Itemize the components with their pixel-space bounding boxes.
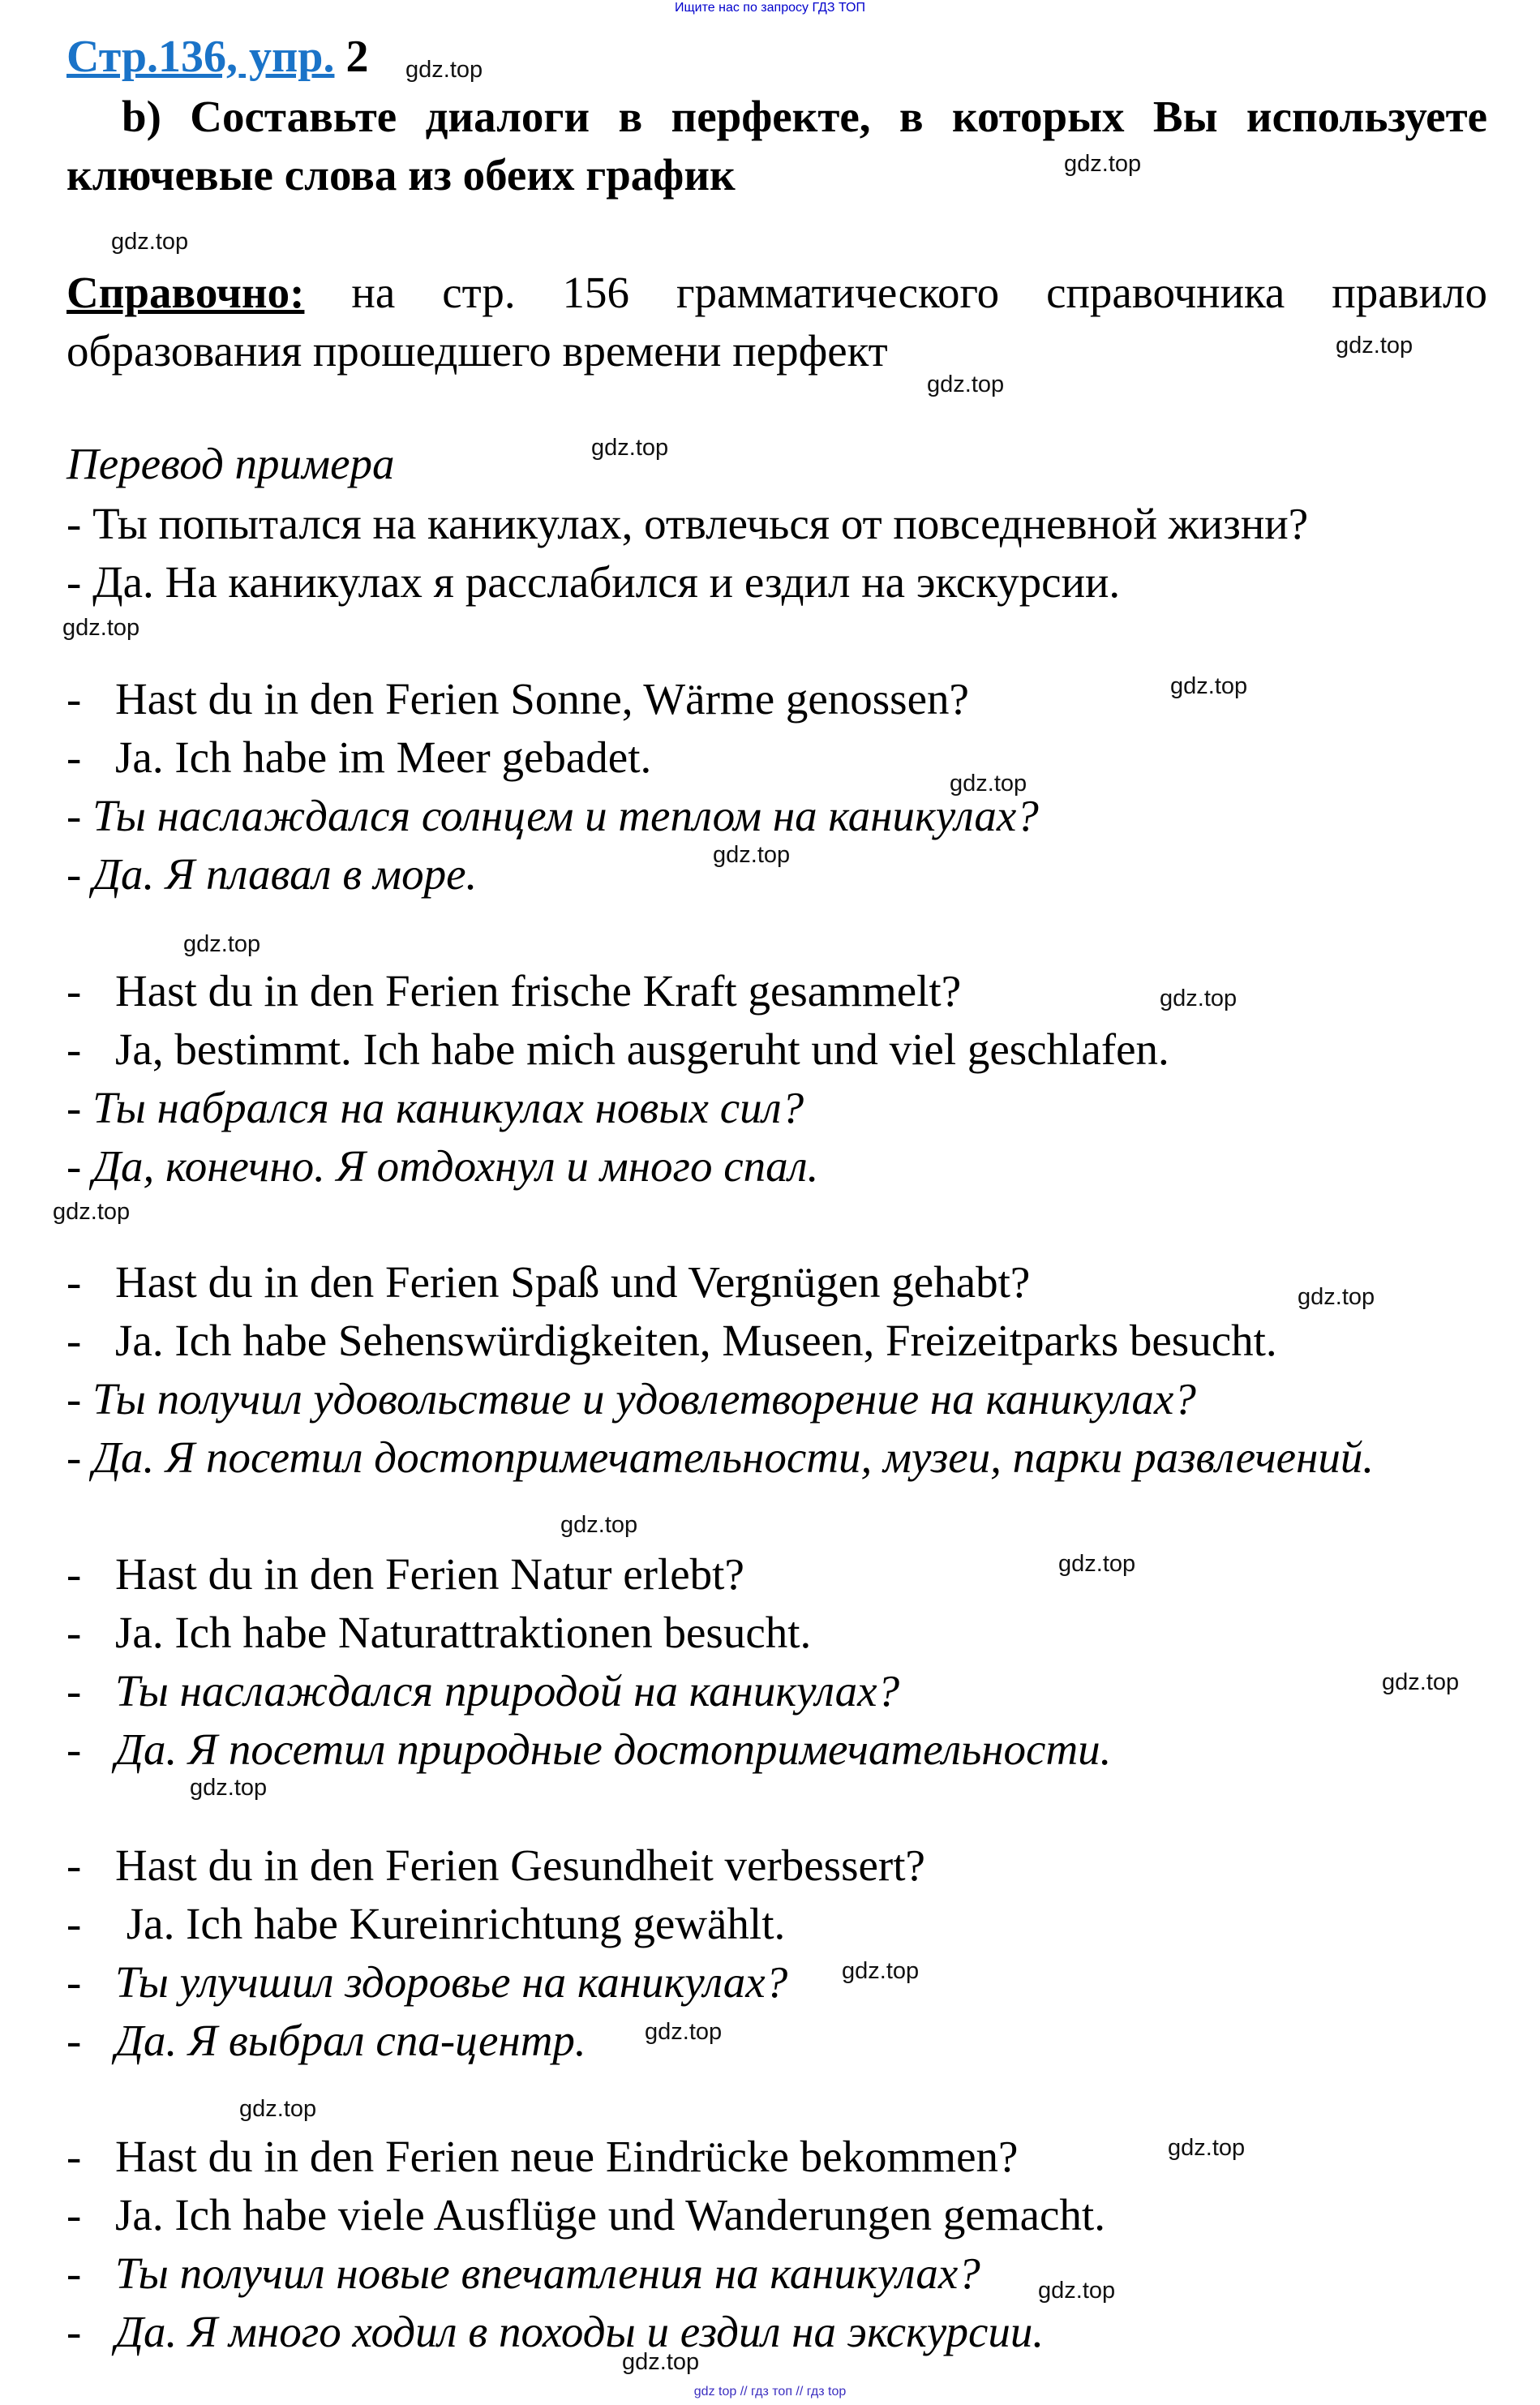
- dialog-1-ru-question: - Ты наслаждался солнцем и теплом на каникулах?: [66, 791, 1039, 840]
- dialog-5-ru-question: - Ты улучшил здоровье на каникулах?: [66, 1957, 788, 2007]
- watermark: gdz.top: [927, 371, 1005, 397]
- dialog-5-de-question: - Hast du in den Ferien Gesundheit verbessert?: [66, 1840, 925, 1890]
- watermark: gdz.top: [1336, 333, 1413, 359]
- dialog-3-ru-answer: - Да. Я посетил достопримечательности, музеи, парки развлечений.: [66, 1432, 1375, 1482]
- watermark: gdz.top: [405, 57, 483, 83]
- reference-note: [66, 264, 1487, 380]
- reference-line-2: образования прошедшего времени перфект: [66, 326, 888, 376]
- reference-label: Справочно:: [66, 268, 305, 317]
- watermark: gdz.top: [183, 931, 261, 957]
- dialog-4-ru-answer: - Да. Я посетил природные достопримечательности.: [66, 1724, 1112, 1774]
- dialog-3-ru-question: - Ты получил удовольствие и удовлетворение на каникулах?: [66, 1374, 1196, 1424]
- dialog-6-ru-question: - Ты получил новые впечатления на каникулах?: [66, 2248, 980, 2298]
- dialog-2-de-answer: - Ja, bestimmt. Ich habe mich ausgeruht und viel geschlafen.: [66, 1024, 1169, 1074]
- watermark: gdz.top: [713, 842, 791, 868]
- watermark: gdz.top: [62, 615, 140, 641]
- dialog-4-ru-question: - Ты наслаждался природой на каникулах?: [66, 1666, 900, 1716]
- task-line-2: ключевые слова из обеих график: [66, 150, 736, 200]
- task-line-1: b) Составьте диалоги в перфекте, в которых Вы используете: [122, 92, 1487, 141]
- watermark: gdz.top: [950, 771, 1027, 797]
- watermark: gdz.top: [1168, 2135, 1246, 2161]
- dialog-2-de-question: - Hast du in den Ferien frische Kraft gesammelt?: [66, 966, 962, 1016]
- watermark: gdz.top: [1170, 673, 1248, 699]
- dialog-5-ru-answer: - Да. Я выбрал спа-центр.: [66, 2016, 586, 2065]
- watermark: gdz.top: [1160, 986, 1238, 1011]
- dialog-2-ru-answer: - Да, конечно. Я отдохнул и много спал.: [66, 1141, 819, 1191]
- dialog-3-de-question: - Hast du in den Ferien Spaß und Vergnügen gehabt?: [66, 1257, 1031, 1307]
- watermark: gdz.top: [622, 2349, 700, 2375]
- watermark: gdz.top: [1382, 1669, 1460, 1695]
- dialog-4-de-question: - Hast du in den Ferien Natur erlebt?: [66, 1549, 744, 1599]
- page-title: [66, 31, 368, 83]
- example-answer: - Да. На каникулах я расслабился и ездил на экскурсии.: [66, 557, 1121, 607]
- dialog-6-de-answer: - Ja. Ich habe viele Ausflüge und Wanderungen gemacht.: [66, 2190, 1105, 2240]
- dialog-1-de-answer: - Ja. Ich habe im Meer gebadet.: [66, 732, 652, 782]
- dialog-5-de-answer: - Ja. Ich habe Kureinrichtung gewählt.: [66, 1899, 786, 1948]
- watermark: gdz.top: [1038, 2278, 1116, 2304]
- task-text: [66, 88, 1487, 204]
- title-number: 2: [345, 32, 369, 82]
- dialog-1-ru-answer: - Да. Я плавал в море.: [66, 849, 478, 899]
- dialog-3-de-answer: - Ja. Ich habe Sehenswürdigkeiten, Museen, Freizeitparks besucht.: [66, 1316, 1277, 1365]
- watermark: gdz.top: [1064, 151, 1142, 177]
- example-title: Перевод примера: [66, 439, 395, 488]
- watermark: gdz.top: [560, 1512, 638, 1538]
- watermark: gdz.top: [53, 1199, 131, 1225]
- dialog-6-ru-answer: - Да. Я много ходил в походы и ездил на экскурсии.: [66, 2307, 1045, 2356]
- reference-line-1: [66, 264, 1487, 322]
- watermark: gdz.top: [645, 2019, 723, 2045]
- watermark: gdz.top: [1058, 1551, 1136, 1577]
- reference-line-1-rest: на стр. 156 грамматического справочника правило: [304, 268, 1487, 317]
- title-link[interactable]: Стр.136, упр.: [66, 32, 335, 82]
- dialog-1-de-question: - Hast du in den Ferien Sonne, Wärme genossen?: [66, 674, 969, 724]
- watermark: gdz.top: [1298, 1284, 1375, 1310]
- dialog-4-de-answer: - Ja. Ich habe Naturattraktionen besucht.: [66, 1608, 812, 1657]
- watermark: gdz.top: [111, 229, 189, 255]
- top-banner[interactable]: Ищите нас по запросу ГДЗ ТОП: [675, 1, 865, 15]
- footer-links[interactable]: gdz top // гдз топ // гдз top: [693, 2385, 847, 2399]
- watermark: gdz.top: [239, 2096, 317, 2122]
- watermark: gdz.top: [842, 1958, 920, 1984]
- watermark: gdz.top: [591, 435, 669, 461]
- dialog-6-de-question: - Hast du in den Ferien neue Eindrücke bekommen?: [66, 2132, 1019, 2181]
- watermark: gdz.top: [190, 1775, 268, 1801]
- example-question: - Ты попытался на каникулах, отвлечься от повседневной жизни?: [66, 499, 1309, 548]
- dialog-2-ru-question: - Ты набрался на каникулах новых сил?: [66, 1083, 804, 1132]
